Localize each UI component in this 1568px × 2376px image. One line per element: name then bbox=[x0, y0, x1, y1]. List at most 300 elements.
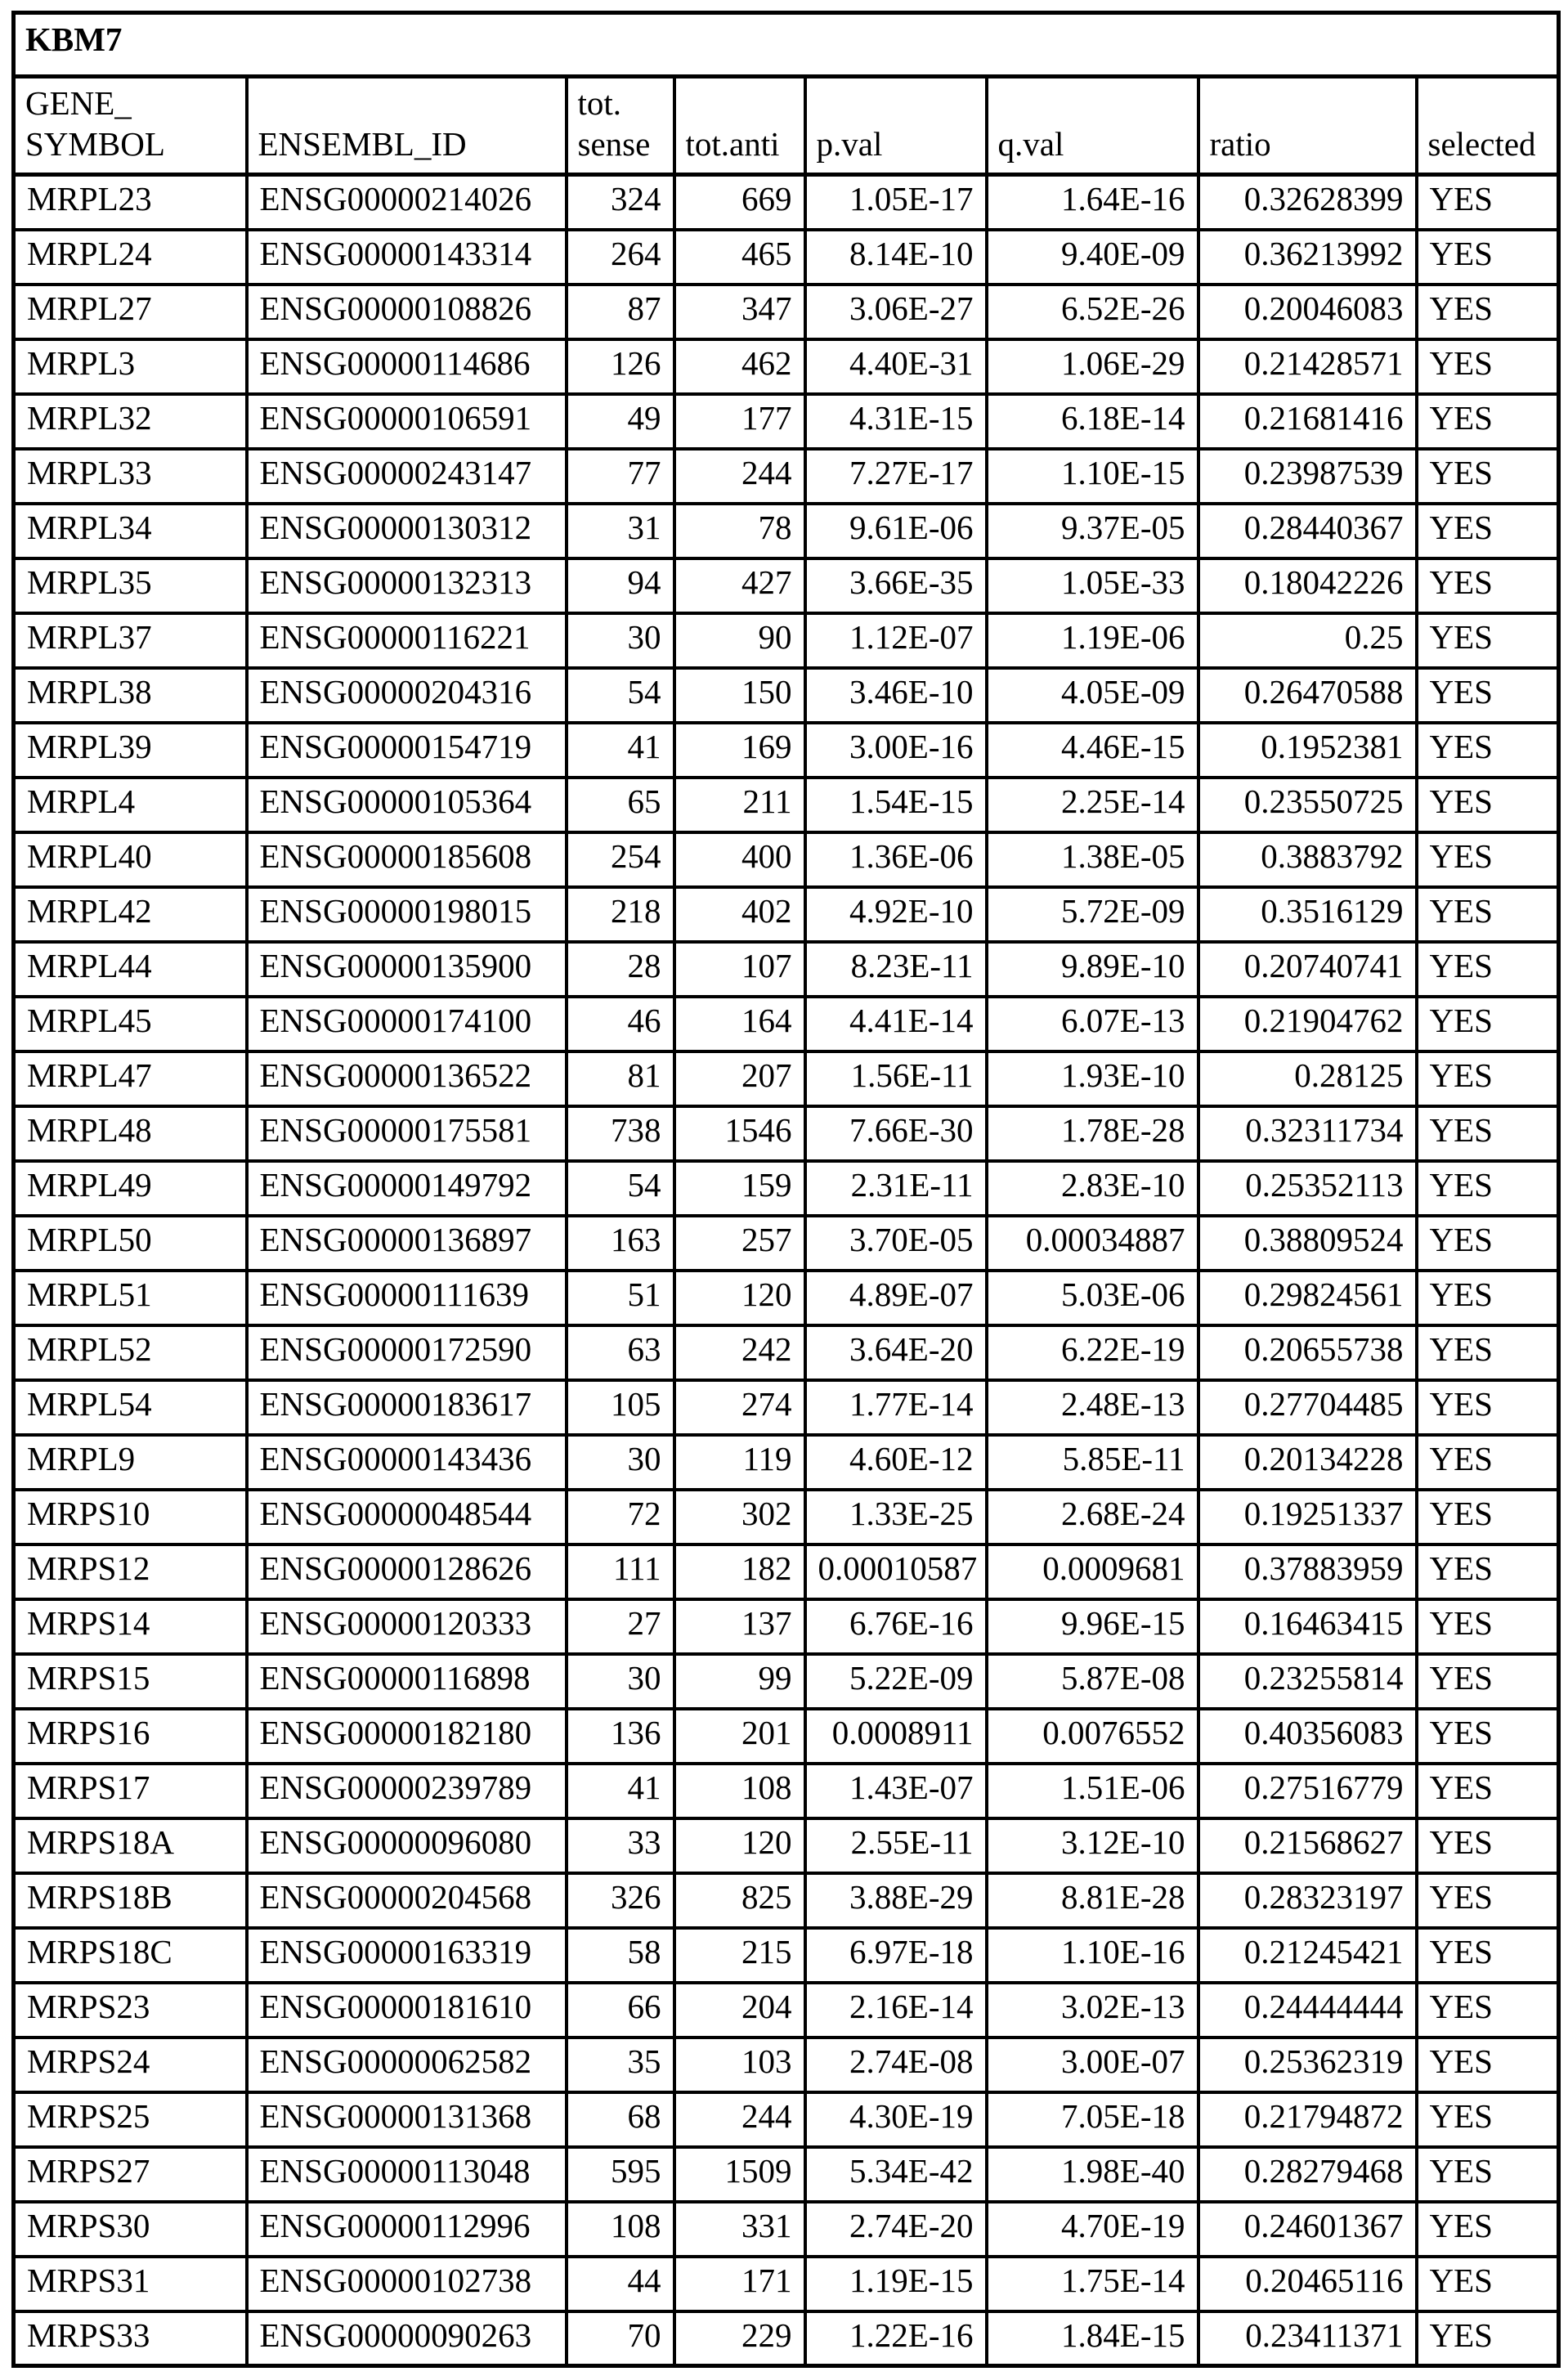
cell-tot-anti: 169 bbox=[674, 723, 805, 778]
cell-tot-sense: 108 bbox=[567, 2202, 674, 2257]
cell-ratio: 0.23411371 bbox=[1198, 2311, 1417, 2366]
cell-tot-sense: 264 bbox=[567, 230, 674, 285]
table-row bbox=[14, 1380, 1559, 1435]
cell-tot-sense: 41 bbox=[567, 723, 674, 778]
cell-ratio: 0.28440367 bbox=[1198, 504, 1417, 558]
table-row bbox=[14, 832, 1559, 887]
table-row bbox=[14, 558, 1559, 613]
table-row bbox=[14, 1544, 1559, 1599]
cell-q-val: 1.78E-28 bbox=[987, 1106, 1198, 1161]
cell-selected: YES bbox=[1417, 613, 1559, 668]
table-row bbox=[14, 1216, 1559, 1271]
cell-tot-sense: 111 bbox=[567, 1544, 674, 1599]
cell-p-val: 4.60E-12 bbox=[805, 1435, 987, 1490]
table-row bbox=[14, 1873, 1559, 1928]
cell-p-val: 4.89E-07 bbox=[805, 1271, 987, 1325]
column-header-label: q.val bbox=[997, 125, 1064, 163]
cell-gene-symbol: MRPL27 bbox=[14, 285, 247, 339]
cell-p-val: 2.74E-08 bbox=[805, 2038, 987, 2092]
cell-gene-symbol: MRPS24 bbox=[14, 2038, 247, 2092]
cell-tot-anti: 78 bbox=[674, 504, 805, 558]
column-header-selected bbox=[1417, 77, 1559, 175]
cell-ensembl-id: ENSG00000172590 bbox=[247, 1325, 567, 1380]
cell-tot-sense: 65 bbox=[567, 778, 674, 832]
cell-gene-symbol: MRPL44 bbox=[14, 942, 247, 997]
cell-tot-anti: 242 bbox=[674, 1325, 805, 1380]
cell-q-val: 9.89E-10 bbox=[987, 942, 1198, 997]
cell-p-val: 4.31E-15 bbox=[805, 394, 987, 449]
cell-gene-symbol: MRPS18A bbox=[14, 1818, 247, 1873]
table-row bbox=[14, 723, 1559, 778]
cell-p-val: 8.23E-11 bbox=[805, 942, 987, 997]
cell-tot-anti: 257 bbox=[674, 1216, 805, 1271]
cell-ensembl-id: ENSG00000105364 bbox=[247, 778, 567, 832]
cell-ratio: 0.16463415 bbox=[1198, 1599, 1417, 1654]
table-row bbox=[14, 997, 1559, 1051]
cell-tot-anti: 107 bbox=[674, 942, 805, 997]
cell-ratio: 0.28323197 bbox=[1198, 1873, 1417, 1928]
cell-ensembl-id: ENSG00000112996 bbox=[247, 2202, 567, 2257]
cell-selected: YES bbox=[1417, 723, 1559, 778]
cell-ratio: 0.40356083 bbox=[1198, 1709, 1417, 1764]
cell-tot-anti: 207 bbox=[674, 1051, 805, 1106]
cell-tot-sense: 58 bbox=[567, 1928, 674, 1983]
cell-gene-symbol: MRPL35 bbox=[14, 558, 247, 613]
table-title-row bbox=[14, 13, 1559, 77]
cell-tot-anti: 137 bbox=[674, 1599, 805, 1654]
cell-gene-symbol: MRPL3 bbox=[14, 339, 247, 394]
table-row bbox=[14, 613, 1559, 668]
cell-selected: YES bbox=[1417, 1161, 1559, 1216]
cell-ensembl-id: ENSG00000136897 bbox=[247, 1216, 567, 1271]
cell-p-val: 3.46E-10 bbox=[805, 668, 987, 723]
cell-ensembl-id: ENSG00000204316 bbox=[247, 668, 567, 723]
column-header-label: tot. bbox=[577, 84, 622, 122]
cell-gene-symbol: MRPL32 bbox=[14, 394, 247, 449]
cell-q-val: 1.06E-29 bbox=[987, 339, 1198, 394]
table-row bbox=[14, 2257, 1559, 2311]
table-row bbox=[14, 2311, 1559, 2366]
cell-gene-symbol: MRPS33 bbox=[14, 2311, 247, 2366]
table-row bbox=[14, 1490, 1559, 1544]
cell-q-val: 7.05E-18 bbox=[987, 2092, 1198, 2147]
cell-ratio: 0.19251337 bbox=[1198, 1490, 1417, 1544]
table-row bbox=[14, 1709, 1559, 1764]
cell-ratio: 0.21245421 bbox=[1198, 1928, 1417, 1983]
cell-tot-sense: 66 bbox=[567, 1983, 674, 2038]
table-row bbox=[14, 1983, 1559, 2038]
cell-gene-symbol: MRPL23 bbox=[14, 175, 247, 230]
cell-selected: YES bbox=[1417, 1544, 1559, 1599]
cell-ensembl-id: ENSG00000183617 bbox=[247, 1380, 567, 1435]
cell-selected: YES bbox=[1417, 2202, 1559, 2257]
cell-tot-sense: 46 bbox=[567, 997, 674, 1051]
cell-p-val: 4.92E-10 bbox=[805, 887, 987, 942]
cell-tot-sense: 77 bbox=[567, 449, 674, 504]
cell-p-val: 2.16E-14 bbox=[805, 1983, 987, 2038]
cell-tot-anti: 215 bbox=[674, 1928, 805, 1983]
cell-ensembl-id: ENSG00000154719 bbox=[247, 723, 567, 778]
cell-ensembl-id: ENSG00000096080 bbox=[247, 1818, 567, 1873]
cell-gene-symbol: MRPL51 bbox=[14, 1271, 247, 1325]
cell-gene-symbol: MRPL45 bbox=[14, 997, 247, 1051]
table-row bbox=[14, 394, 1559, 449]
cell-ratio: 0.24601367 bbox=[1198, 2202, 1417, 2257]
cell-q-val: 6.22E-19 bbox=[987, 1325, 1198, 1380]
cell-p-val: 3.88E-29 bbox=[805, 1873, 987, 1928]
cell-tot-sense: 70 bbox=[567, 2311, 674, 2366]
cell-ratio: 0.21794872 bbox=[1198, 2092, 1417, 2147]
cell-p-val: 3.06E-27 bbox=[805, 285, 987, 339]
cell-ensembl-id: ENSG00000135900 bbox=[247, 942, 567, 997]
cell-gene-symbol: MRPS30 bbox=[14, 2202, 247, 2257]
cell-selected: YES bbox=[1417, 175, 1559, 230]
cell-tot-anti: 302 bbox=[674, 1490, 805, 1544]
cell-tot-sense: 254 bbox=[567, 832, 674, 887]
cell-ensembl-id: ENSG00000048544 bbox=[247, 1490, 567, 1544]
cell-tot-anti: 825 bbox=[674, 1873, 805, 1928]
cell-ensembl-id: ENSG00000062582 bbox=[247, 2038, 567, 2092]
cell-q-val: 5.72E-09 bbox=[987, 887, 1198, 942]
cell-selected: YES bbox=[1417, 778, 1559, 832]
cell-gene-symbol: MRPS25 bbox=[14, 2092, 247, 2147]
cell-q-val: 6.52E-26 bbox=[987, 285, 1198, 339]
cell-q-val: 1.84E-15 bbox=[987, 2311, 1198, 2366]
cell-p-val: 1.19E-15 bbox=[805, 2257, 987, 2311]
cell-tot-sense: 54 bbox=[567, 1161, 674, 1216]
cell-tot-sense: 81 bbox=[567, 1051, 674, 1106]
cell-tot-sense: 326 bbox=[567, 1873, 674, 1928]
cell-tot-anti: 119 bbox=[674, 1435, 805, 1490]
table-row bbox=[14, 1599, 1559, 1654]
cell-tot-anti: 159 bbox=[674, 1161, 805, 1216]
cell-tot-anti: 465 bbox=[674, 230, 805, 285]
table-header-row bbox=[14, 77, 1559, 175]
cell-gene-symbol: MRPL33 bbox=[14, 449, 247, 504]
cell-gene-symbol: MRPL52 bbox=[14, 1325, 247, 1380]
cell-q-val: 2.48E-13 bbox=[987, 1380, 1198, 1435]
cell-ensembl-id: ENSG00000143436 bbox=[247, 1435, 567, 1490]
cell-q-val: 5.03E-06 bbox=[987, 1271, 1198, 1325]
cell-selected: YES bbox=[1417, 668, 1559, 723]
cell-ratio: 0.27704485 bbox=[1198, 1380, 1417, 1435]
column-header-label: ratio bbox=[1209, 125, 1271, 163]
column-header-gene-symbol bbox=[14, 77, 247, 175]
table-body bbox=[14, 175, 1559, 2366]
cell-ratio: 0.20740741 bbox=[1198, 942, 1417, 997]
cell-gene-symbol: MRPL38 bbox=[14, 668, 247, 723]
cell-p-val: 6.97E-18 bbox=[805, 1928, 987, 1983]
table-row bbox=[14, 1271, 1559, 1325]
cell-tot-sense: 324 bbox=[567, 175, 674, 230]
column-header-ensembl-id bbox=[247, 77, 567, 175]
cell-ratio: 0.25 bbox=[1198, 613, 1417, 668]
cell-ensembl-id: ENSG00000198015 bbox=[247, 887, 567, 942]
cell-ratio: 0.1952381 bbox=[1198, 723, 1417, 778]
column-header-tot-sense bbox=[567, 77, 674, 175]
cell-q-val: 1.93E-10 bbox=[987, 1051, 1198, 1106]
cell-gene-symbol: MRPL37 bbox=[14, 613, 247, 668]
cell-q-val: 9.40E-09 bbox=[987, 230, 1198, 285]
cell-ratio: 0.3516129 bbox=[1198, 887, 1417, 942]
cell-tot-sense: 54 bbox=[567, 668, 674, 723]
cell-tot-anti: 108 bbox=[674, 1764, 805, 1818]
cell-tot-sense: 41 bbox=[567, 1764, 674, 1818]
cell-ratio: 0.32628399 bbox=[1198, 175, 1417, 230]
cell-tot-sense: 30 bbox=[567, 613, 674, 668]
cell-q-val: 1.75E-14 bbox=[987, 2257, 1198, 2311]
cell-tot-sense: 136 bbox=[567, 1709, 674, 1764]
cell-p-val: 1.22E-16 bbox=[805, 2311, 987, 2366]
cell-q-val: 9.37E-05 bbox=[987, 504, 1198, 558]
table-row bbox=[14, 2147, 1559, 2202]
cell-selected: YES bbox=[1417, 1435, 1559, 1490]
table-row bbox=[14, 504, 1559, 558]
cell-gene-symbol: MRPS31 bbox=[14, 2257, 247, 2311]
cell-tot-anti: 427 bbox=[674, 558, 805, 613]
kbm7-table bbox=[11, 11, 1561, 2368]
cell-tot-sense: 94 bbox=[567, 558, 674, 613]
cell-ensembl-id: ENSG00000181610 bbox=[247, 1983, 567, 2038]
cell-p-val: 0.0008911 bbox=[805, 1709, 987, 1764]
cell-q-val: 1.98E-40 bbox=[987, 2147, 1198, 2202]
cell-q-val: 1.19E-06 bbox=[987, 613, 1198, 668]
cell-selected: YES bbox=[1417, 942, 1559, 997]
cell-tot-anti: 120 bbox=[674, 1818, 805, 1873]
table-row bbox=[14, 2092, 1559, 2147]
table-row bbox=[14, 1818, 1559, 1873]
table-row bbox=[14, 778, 1559, 832]
cell-p-val: 1.56E-11 bbox=[805, 1051, 987, 1106]
cell-q-val: 5.87E-08 bbox=[987, 1654, 1198, 1709]
column-header-ratio bbox=[1198, 77, 1417, 175]
cell-q-val: 1.64E-16 bbox=[987, 175, 1198, 230]
cell-ratio: 0.23987539 bbox=[1198, 449, 1417, 504]
cell-ensembl-id: ENSG00000132313 bbox=[247, 558, 567, 613]
cell-tot-sense: 72 bbox=[567, 1490, 674, 1544]
cell-tot-sense: 63 bbox=[567, 1325, 674, 1380]
cell-ratio: 0.28125 bbox=[1198, 1051, 1417, 1106]
cell-q-val: 1.51E-06 bbox=[987, 1764, 1198, 1818]
column-header-label: SYMBOL bbox=[25, 125, 165, 163]
cell-ratio: 0.24444444 bbox=[1198, 1983, 1417, 2038]
cell-ratio: 0.18042226 bbox=[1198, 558, 1417, 613]
cell-gene-symbol: MRPS14 bbox=[14, 1599, 247, 1654]
cell-ratio: 0.21568627 bbox=[1198, 1818, 1417, 1873]
cell-ensembl-id: ENSG00000114686 bbox=[247, 339, 567, 394]
cell-p-val: 0.00010587 bbox=[805, 1544, 987, 1599]
cell-ensembl-id: ENSG00000239789 bbox=[247, 1764, 567, 1818]
table-row bbox=[14, 175, 1559, 230]
cell-selected: YES bbox=[1417, 997, 1559, 1051]
table-row bbox=[14, 1051, 1559, 1106]
cell-q-val: 0.0076552 bbox=[987, 1709, 1198, 1764]
cell-gene-symbol: MRPS16 bbox=[14, 1709, 247, 1764]
cell-tot-sense: 30 bbox=[567, 1654, 674, 1709]
cell-tot-anti: 201 bbox=[674, 1709, 805, 1764]
cell-q-val: 1.05E-33 bbox=[987, 558, 1198, 613]
cell-tot-anti: 164 bbox=[674, 997, 805, 1051]
cell-ensembl-id: ENSG00000149792 bbox=[247, 1161, 567, 1216]
cell-tot-anti: 211 bbox=[674, 778, 805, 832]
column-header-label: ENSEMBL_ID bbox=[258, 125, 467, 163]
cell-selected: YES bbox=[1417, 339, 1559, 394]
cell-q-val: 0.00034887 bbox=[987, 1216, 1198, 1271]
cell-tot-anti: 462 bbox=[674, 339, 805, 394]
cell-q-val: 1.10E-15 bbox=[987, 449, 1198, 504]
cell-tot-sense: 738 bbox=[567, 1106, 674, 1161]
cell-selected: YES bbox=[1417, 2257, 1559, 2311]
cell-selected: YES bbox=[1417, 2038, 1559, 2092]
cell-selected: YES bbox=[1417, 558, 1559, 613]
cell-ensembl-id: ENSG00000131368 bbox=[247, 2092, 567, 2147]
cell-gene-symbol: MRPL42 bbox=[14, 887, 247, 942]
cell-selected: YES bbox=[1417, 1106, 1559, 1161]
cell-ratio: 0.32311734 bbox=[1198, 1106, 1417, 1161]
cell-q-val: 1.38E-05 bbox=[987, 832, 1198, 887]
cell-p-val: 3.00E-16 bbox=[805, 723, 987, 778]
cell-tot-sense: 30 bbox=[567, 1435, 674, 1490]
cell-ensembl-id: ENSG00000243147 bbox=[247, 449, 567, 504]
cell-ensembl-id: ENSG00000163319 bbox=[247, 1928, 567, 1983]
column-header-label: sense bbox=[577, 125, 651, 163]
cell-tot-sense: 35 bbox=[567, 2038, 674, 2092]
cell-ensembl-id: ENSG00000214026 bbox=[247, 175, 567, 230]
cell-p-val: 1.33E-25 bbox=[805, 1490, 987, 1544]
cell-tot-anti: 244 bbox=[674, 2092, 805, 2147]
cell-ensembl-id: ENSG00000143314 bbox=[247, 230, 567, 285]
cell-q-val: 6.07E-13 bbox=[987, 997, 1198, 1051]
cell-tot-sense: 27 bbox=[567, 1599, 674, 1654]
cell-tot-anti: 1546 bbox=[674, 1106, 805, 1161]
cell-gene-symbol: MRPS18B bbox=[14, 1873, 247, 1928]
cell-p-val: 4.40E-31 bbox=[805, 339, 987, 394]
table-row bbox=[14, 1106, 1559, 1161]
cell-ratio: 0.37883959 bbox=[1198, 1544, 1417, 1599]
cell-q-val: 0.0009681 bbox=[987, 1544, 1198, 1599]
cell-p-val: 2.31E-11 bbox=[805, 1161, 987, 1216]
cell-ensembl-id: ENSG00000185608 bbox=[247, 832, 567, 887]
cell-q-val: 4.46E-15 bbox=[987, 723, 1198, 778]
cell-ratio: 0.28279468 bbox=[1198, 2147, 1417, 2202]
cell-p-val: 3.66E-35 bbox=[805, 558, 987, 613]
cell-ratio: 0.20655738 bbox=[1198, 1325, 1417, 1380]
cell-tot-sense: 87 bbox=[567, 285, 674, 339]
cell-q-val: 6.18E-14 bbox=[987, 394, 1198, 449]
cell-tot-sense: 163 bbox=[567, 1216, 674, 1271]
cell-selected: YES bbox=[1417, 1928, 1559, 1983]
table-row bbox=[14, 449, 1559, 504]
cell-gene-symbol: MRPS15 bbox=[14, 1654, 247, 1709]
cell-selected: YES bbox=[1417, 2311, 1559, 2366]
cell-p-val: 3.70E-05 bbox=[805, 1216, 987, 1271]
cell-p-val: 7.66E-30 bbox=[805, 1106, 987, 1161]
cell-ratio: 0.27516779 bbox=[1198, 1764, 1417, 1818]
cell-gene-symbol: MRPL54 bbox=[14, 1380, 247, 1435]
cell-selected: YES bbox=[1417, 1490, 1559, 1544]
cell-ratio: 0.23255814 bbox=[1198, 1654, 1417, 1709]
table-row bbox=[14, 1654, 1559, 1709]
table-row bbox=[14, 2202, 1559, 2257]
cell-ensembl-id: ENSG00000174100 bbox=[247, 997, 567, 1051]
cell-ensembl-id: ENSG00000108826 bbox=[247, 285, 567, 339]
cell-p-val: 6.76E-16 bbox=[805, 1599, 987, 1654]
cell-ensembl-id: ENSG00000090263 bbox=[247, 2311, 567, 2366]
cell-q-val: 3.02E-13 bbox=[987, 1983, 1198, 2038]
cell-selected: YES bbox=[1417, 449, 1559, 504]
column-header-q-val bbox=[987, 77, 1198, 175]
cell-ratio: 0.20046083 bbox=[1198, 285, 1417, 339]
cell-ratio: 0.29824561 bbox=[1198, 1271, 1417, 1325]
table-row bbox=[14, 339, 1559, 394]
cell-gene-symbol: MRPL34 bbox=[14, 504, 247, 558]
cell-gene-symbol: MRPS23 bbox=[14, 1983, 247, 2038]
cell-q-val: 3.12E-10 bbox=[987, 1818, 1198, 1873]
cell-selected: YES bbox=[1417, 1818, 1559, 1873]
cell-p-val: 5.34E-42 bbox=[805, 2147, 987, 2202]
cell-p-val: 4.30E-19 bbox=[805, 2092, 987, 2147]
table-row bbox=[14, 285, 1559, 339]
cell-tot-anti: 274 bbox=[674, 1380, 805, 1435]
cell-ensembl-id: ENSG00000113048 bbox=[247, 2147, 567, 2202]
cell-tot-anti: 204 bbox=[674, 1983, 805, 2038]
cell-ensembl-id: ENSG00000111639 bbox=[247, 1271, 567, 1325]
cell-gene-symbol: MRPL24 bbox=[14, 230, 247, 285]
table-row bbox=[14, 230, 1559, 285]
cell-ratio: 0.36213992 bbox=[1198, 230, 1417, 285]
cell-gene-symbol: MRPL39 bbox=[14, 723, 247, 778]
cell-selected: YES bbox=[1417, 504, 1559, 558]
cell-q-val: 8.81E-28 bbox=[987, 1873, 1198, 1928]
cell-tot-sense: 218 bbox=[567, 887, 674, 942]
cell-p-val: 1.05E-17 bbox=[805, 175, 987, 230]
cell-tot-sense: 44 bbox=[567, 2257, 674, 2311]
table-row bbox=[14, 887, 1559, 942]
table-row bbox=[14, 668, 1559, 723]
table-row bbox=[14, 1764, 1559, 1818]
cell-q-val: 3.00E-07 bbox=[987, 2038, 1198, 2092]
cell-tot-sense: 49 bbox=[567, 394, 674, 449]
cell-selected: YES bbox=[1417, 1983, 1559, 2038]
cell-q-val: 2.83E-10 bbox=[987, 1161, 1198, 1216]
cell-ensembl-id: ENSG00000204568 bbox=[247, 1873, 567, 1928]
cell-selected: YES bbox=[1417, 230, 1559, 285]
cell-ratio: 0.38809524 bbox=[1198, 1216, 1417, 1271]
cell-q-val: 5.85E-11 bbox=[987, 1435, 1198, 1490]
cell-p-val: 4.41E-14 bbox=[805, 997, 987, 1051]
cell-gene-symbol: MRPS12 bbox=[14, 1544, 247, 1599]
cell-q-val: 2.68E-24 bbox=[987, 1490, 1198, 1544]
cell-selected: YES bbox=[1417, 1325, 1559, 1380]
cell-tot-anti: 90 bbox=[674, 613, 805, 668]
cell-gene-symbol: MRPL4 bbox=[14, 778, 247, 832]
cell-selected: YES bbox=[1417, 1051, 1559, 1106]
cell-ensembl-id: ENSG00000106591 bbox=[247, 394, 567, 449]
cell-q-val: 9.96E-15 bbox=[987, 1599, 1198, 1654]
table-row bbox=[14, 1325, 1559, 1380]
table-row bbox=[14, 1435, 1559, 1490]
cell-ratio: 0.26470588 bbox=[1198, 668, 1417, 723]
cell-p-val: 2.55E-11 bbox=[805, 1818, 987, 1873]
cell-q-val: 4.70E-19 bbox=[987, 2202, 1198, 2257]
cell-ensembl-id: ENSG00000116898 bbox=[247, 1654, 567, 1709]
cell-p-val: 5.22E-09 bbox=[805, 1654, 987, 1709]
cell-p-val: 1.54E-15 bbox=[805, 778, 987, 832]
cell-tot-anti: 177 bbox=[674, 394, 805, 449]
cell-tot-anti: 244 bbox=[674, 449, 805, 504]
cell-gene-symbol: MRPL47 bbox=[14, 1051, 247, 1106]
cell-tot-anti: 402 bbox=[674, 887, 805, 942]
